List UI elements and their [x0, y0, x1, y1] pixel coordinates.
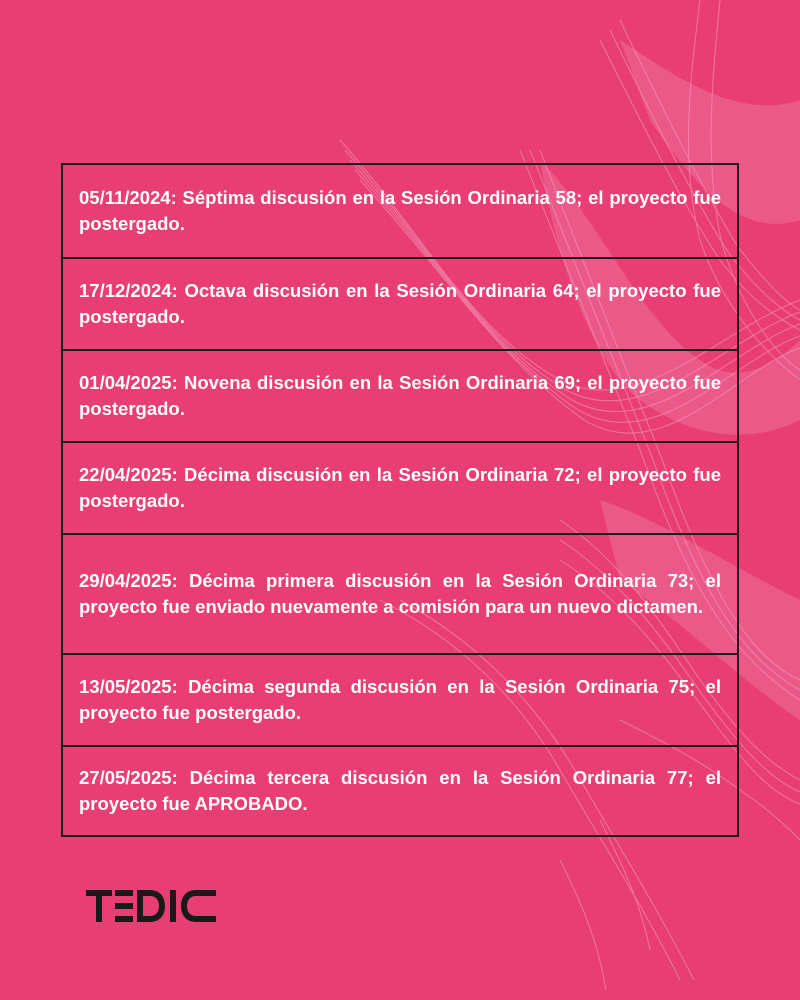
timeline-row	[63, 745, 737, 835]
timeline-table	[61, 163, 739, 837]
timeline-entry-text: 29/04/2025: Décima primera discusión en la Sesión Ordinaria 73; el proyecto fue enviado nuevamente a comisión para un nuevo dictamen.	[79, 570, 721, 617]
tedic-logo	[86, 890, 216, 922]
timeline-row	[63, 257, 737, 349]
timeline-entry-text: 13/05/2025: Décima segunda discusión en la Sesión Ordinaria 75; el proyecto fue postergado.	[79, 676, 721, 723]
timeline-row	[63, 349, 737, 441]
timeline-row	[63, 165, 737, 257]
timeline-entry-text: 22/04/2025: Décima discusión en la Sesión Ordinaria 72; el proyecto fue postergado.	[79, 464, 721, 511]
timeline-entry-text: 01/04/2025: Novena discusión en la Sesión Ordinaria 69; el proyecto fue postergado.	[79, 372, 721, 419]
timeline-row	[63, 441, 737, 533]
timeline-entry-text: 05/11/2024: Séptima discusión en la Sesión Ordinaria 58; el proyecto fue postergado.	[79, 187, 721, 234]
timeline-entry-text: 17/12/2024: Octava discusión en la Sesión Ordinaria 64; el proyecto fue postergado.	[79, 280, 721, 327]
timeline-row	[63, 533, 737, 653]
timeline-row	[63, 653, 737, 745]
timeline-entry-text: 27/05/2025: Décima tercera discusión en la Sesión Ordinaria 77; el proyecto fue APROBADO.	[79, 767, 721, 814]
